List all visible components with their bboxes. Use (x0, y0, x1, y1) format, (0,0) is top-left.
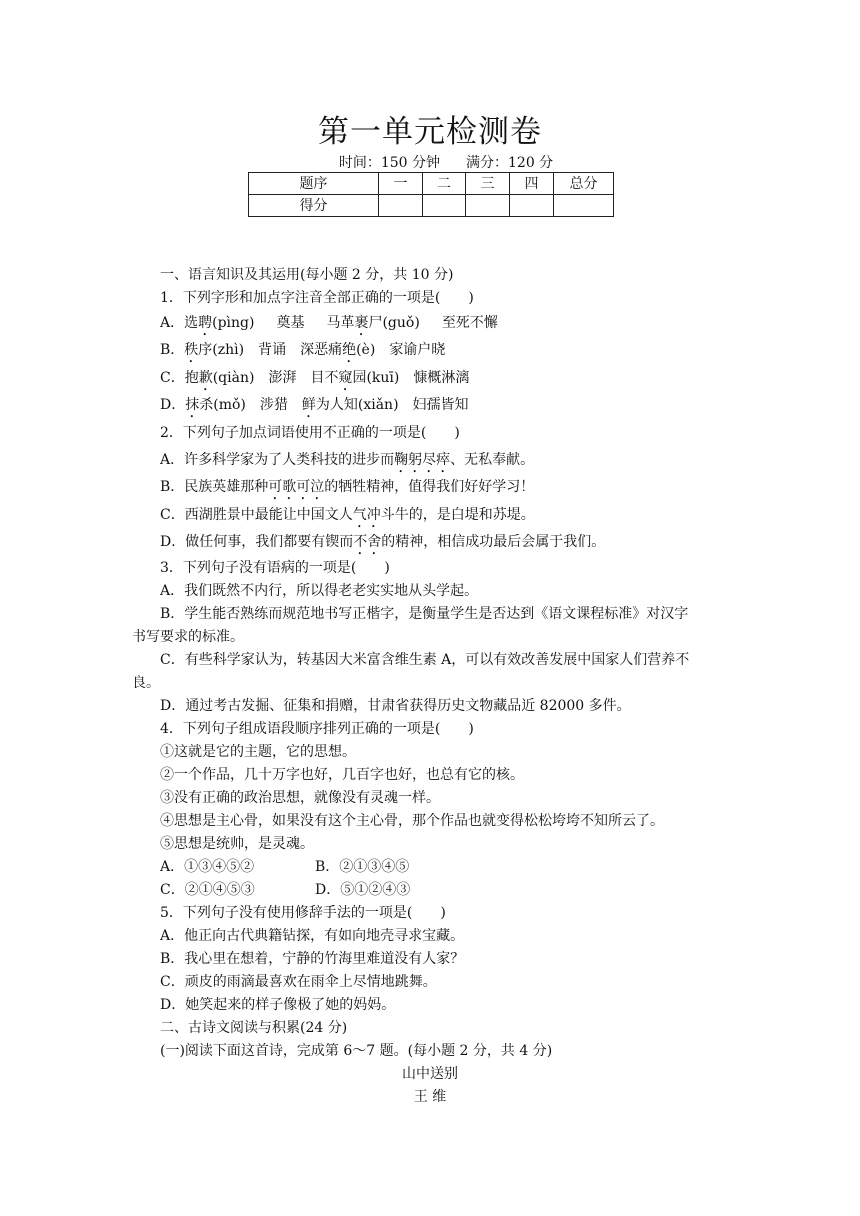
dotted-phrase: 气冲 (352, 506, 381, 523)
question-stem: 3．下列句子没有语病的一项是( ) (160, 559, 390, 576)
score-header-cell: 三 (466, 173, 510, 195)
dotted-phrase: 可歌可泣 (268, 479, 325, 496)
option-text: 澎湃 (268, 369, 297, 386)
option-d: D．⑤①②④③ (315, 881, 411, 898)
question-stem: 1．下列字形和加点字注音全部正确的一项是( ) (160, 290, 474, 306)
sentence-5: ⑤思想是统帅，是灵魂。 (160, 835, 314, 852)
option-text: 家谕户晓 (389, 342, 446, 359)
option-text: (è) (356, 342, 376, 359)
poem-title: 山中送别 (402, 1065, 458, 1082)
dotted-char: 歉 (198, 369, 213, 386)
option-text: 的牺牲精神，值得我们好好学习！ (324, 479, 535, 496)
option-b-cont: 书写要求的标准。 (132, 628, 244, 645)
dotted-char: 窥 (338, 369, 353, 386)
score-cell[interactable] (379, 195, 423, 217)
options-row-ab (160, 856, 740, 879)
option-text: 目不 (310, 369, 339, 386)
option-text: C．西湖胜景中最能让中国文人 (160, 506, 353, 523)
option-b: B．学生能否熟练而规范地书写正楷字，是衡量学生是否达到《语文课程标准》对汉字 (160, 605, 689, 622)
option-b (160, 337, 740, 364)
subsection-heading: (一)阅读下面这首诗，完成第 6～7 题。(每小题 2 分，共 4 分) (160, 1042, 553, 1059)
sentence-1: ①这就是它的主题，它的思想。 (160, 743, 356, 760)
score-cell[interactable] (423, 195, 466, 217)
score-header-cell: 题序 (249, 173, 379, 195)
dotted-char: 抹 (185, 397, 200, 414)
sentence-3: ③没有正确的政治思想，就像没有灵魂一样。 (160, 789, 440, 806)
section-heading: 二、古诗文阅读与积累(24 分) (160, 1019, 348, 1036)
option-text: 深恶痛 (300, 342, 343, 359)
dotted-phrase: 鞠躬尽瘁 (394, 451, 451, 468)
option-text: 奠基 (276, 315, 305, 331)
option-c (160, 502, 740, 529)
option-c (160, 365, 740, 392)
dotted-char: 鲜 (301, 397, 316, 414)
page-title: 第一单元检测卷 (318, 114, 542, 150)
option-d (160, 529, 740, 556)
dotted-char: 聘 (198, 315, 213, 331)
score-header-cell: 二 (423, 173, 466, 195)
option-text: (qiàn) (212, 369, 255, 386)
option-text: B．民族英雄那种 (160, 479, 269, 496)
question-stem: 2．下列句子加点词语使用不正确的一项是( ) (160, 424, 460, 441)
option-a: A．我们既然不内行，所以得老老实实地从头学起。 (160, 582, 479, 599)
option-c: C．②①④⑤③ (160, 881, 255, 898)
score-cell[interactable] (466, 195, 510, 217)
option-text: 为人知(xiǎn) (315, 397, 399, 414)
option-text: 、无私奉献。 (450, 451, 535, 468)
option-text: 杀(mǒ) (199, 397, 246, 414)
dotted-phrase: 不舍 (353, 534, 382, 551)
option-c: C．有些科学家认为，转基因大米富含维生素 A，可以有效改善发展中国家人们营养不 (160, 651, 690, 668)
sentence-4: ④思想是主心骨，如果没有这个主心骨，那个作品也就变得松松垮垮不知所云了。 (160, 812, 664, 829)
option-text: A．选 (160, 315, 199, 331)
option-a: A．①③④⑤② (160, 858, 255, 875)
option-text: (pìng) (212, 315, 255, 331)
exam-info (0, 152, 860, 172)
option-text: 背诵 (258, 342, 287, 359)
option-text: 的精神，相信成功最后会属于我们。 (381, 534, 606, 551)
option-text: D．做任何事，我们都要有锲而 (160, 534, 354, 551)
poem-author: 王 维 (413, 1088, 447, 1105)
option-c: C．顽皮的雨滴最喜欢在雨伞上尽情地跳舞。 (160, 973, 437, 990)
option-text: D． (160, 397, 186, 414)
option-text: 序(zhì) (198, 342, 245, 359)
option-text: 斗牛的，是白堤和苏堤。 (380, 506, 535, 523)
option-b: B．②①③④⑤ (315, 858, 410, 875)
option-a (160, 447, 740, 474)
option-d (160, 392, 740, 419)
score-header-cell: 总分 (554, 173, 614, 195)
dotted-char: 绝 (342, 342, 357, 359)
option-text: 涉猎 (259, 397, 288, 414)
score-cell[interactable] (554, 195, 614, 217)
score-cell[interactable] (510, 195, 554, 217)
dotted-char: 秩 (184, 342, 199, 359)
option-text: 园(kuī) (352, 369, 400, 386)
section-heading: 一、语言知识及其运用(每小题 2 分，共 10 分) (160, 267, 454, 283)
option-text: 至死不懈 (441, 315, 498, 331)
option-text: 尸(guǒ) (368, 315, 420, 331)
exam-content (132, 264, 740, 1109)
option-d: D．她笑起来的样子像极了她的妈妈。 (160, 996, 396, 1013)
option-c-cont: 良。 (132, 674, 160, 691)
full-score: 满分：120 分 (466, 155, 554, 171)
score-table-header-row (249, 173, 614, 195)
score-header-cell: 四 (510, 173, 554, 195)
dotted-char: 裹 (354, 315, 369, 331)
score-header-cell: 一 (379, 173, 423, 195)
option-text: B． (160, 342, 185, 359)
option-text: 马革 (326, 315, 355, 331)
sentence-2: ②一个作品，几十万字也好，几百字也好，也总有它的核。 (160, 766, 524, 783)
score-row-label: 得分 (249, 195, 379, 217)
option-text: 妇孺皆知 (412, 397, 469, 414)
time-limit: 时间：150 分钟 (338, 155, 440, 171)
question-stem: 4．下列句子组成语段顺序排列正确的一项是( ) (160, 720, 474, 737)
option-a: A．他正向古代典籍钻探，有如向地壳寻求宝藏。 (160, 927, 465, 944)
options-row-cd (160, 879, 740, 902)
option-text: A．许多科学家为了人类科技的进步而 (160, 451, 395, 468)
option-d: D．通过考古发掘、征集和捐赠，甘肃省获得历史文物藏品近 82000 多件。 (160, 697, 631, 714)
option-b: B．我心里在想着，宁静的竹海里难道没有人家？ (160, 950, 465, 967)
option-text: C．抱 (160, 369, 199, 386)
option-a (160, 310, 740, 337)
score-table (248, 172, 614, 217)
option-b (160, 474, 740, 501)
score-table-row (249, 195, 614, 217)
option-text: 慷概淋漓 (413, 369, 470, 386)
question-stem: 5．下列句子没有使用修辞手法的一项是( ) (160, 904, 446, 921)
